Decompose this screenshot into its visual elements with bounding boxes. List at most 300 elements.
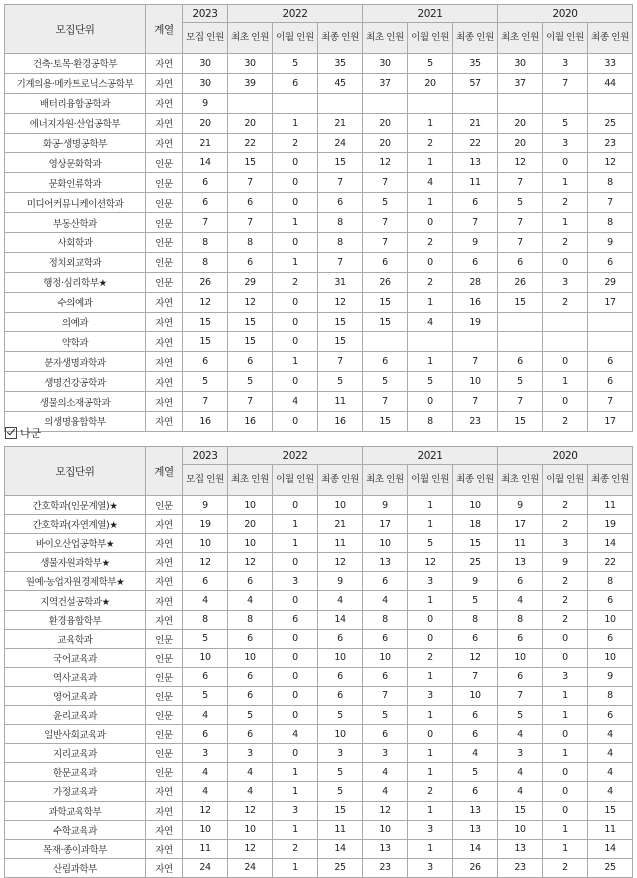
count-cell: 10 xyxy=(363,534,408,553)
unit-name-cell: 사회학과 xyxy=(5,233,146,253)
count-cell: 13 xyxy=(363,839,408,858)
count-cell: 44 xyxy=(588,73,633,93)
count-cell: 19 xyxy=(453,312,498,332)
count-cell: 7 xyxy=(183,213,228,233)
count-cell: 39 xyxy=(228,73,273,93)
count-cell: 6 xyxy=(228,193,273,213)
count-cell: 1 xyxy=(273,534,318,553)
count-cell: 5 xyxy=(408,534,453,553)
unit-name-cell: 화공·생명공학부 xyxy=(5,133,146,153)
unit-name-cell: 부동산학과 xyxy=(5,213,146,233)
count-cell: 6 xyxy=(498,629,543,648)
count-cell: 15 xyxy=(318,801,363,820)
count-cell: 7 xyxy=(498,213,543,233)
count-cell: 2 xyxy=(273,272,318,292)
unit-name-cell: 수학교육과 xyxy=(5,820,146,839)
count-cell: 6 xyxy=(183,173,228,193)
count-cell: 2 xyxy=(273,839,318,858)
count-cell: 7 xyxy=(498,392,543,412)
count-cell: 22 xyxy=(588,553,633,572)
unit-name-cell: 간호학과(자연계열)★ xyxy=(5,515,146,534)
table-row xyxy=(5,706,633,725)
count-cell: 22 xyxy=(453,133,498,153)
count-cell: 12 xyxy=(363,801,408,820)
table-row xyxy=(5,392,633,412)
count-cell xyxy=(363,93,408,113)
count-cell: 0 xyxy=(273,667,318,686)
count-cell: 10 xyxy=(318,725,363,744)
count-cell: 2 xyxy=(543,496,588,515)
table-row xyxy=(5,113,633,133)
count-cell: 6 xyxy=(588,372,633,392)
count-cell: 6 xyxy=(453,706,498,725)
count-cell: 15 xyxy=(498,292,543,312)
count-cell: 6 xyxy=(453,782,498,801)
count-cell xyxy=(498,93,543,113)
count-cell: 8 xyxy=(318,233,363,253)
count-cell: 3 xyxy=(408,572,453,591)
count-cell: 0 xyxy=(543,648,588,667)
count-cell: 10 xyxy=(363,648,408,667)
count-cell: 15 xyxy=(318,332,363,352)
count-cell: 6 xyxy=(228,667,273,686)
category-cell: 인문 xyxy=(146,252,183,272)
count-cell: 0 xyxy=(543,782,588,801)
count-cell: 7 xyxy=(363,392,408,412)
count-cell: 6 xyxy=(273,73,318,93)
count-cell xyxy=(498,312,543,332)
header-unit: 모집단위 xyxy=(5,447,146,496)
count-cell xyxy=(543,312,588,332)
count-cell: 8 xyxy=(408,412,453,432)
count-cell: 6 xyxy=(588,706,633,725)
count-cell: 5 xyxy=(363,372,408,392)
count-cell: 4 xyxy=(363,782,408,801)
count-cell: 16 xyxy=(453,292,498,312)
count-cell: 24 xyxy=(228,858,273,877)
unit-name-cell: 약학과 xyxy=(5,332,146,352)
count-cell: 2 xyxy=(543,610,588,629)
count-cell: 12 xyxy=(318,292,363,312)
count-cell: 12 xyxy=(363,153,408,173)
table-row xyxy=(5,820,633,839)
checkbox-icon xyxy=(5,427,17,439)
count-cell: 0 xyxy=(543,763,588,782)
count-cell: 6 xyxy=(318,667,363,686)
count-cell: 0 xyxy=(273,193,318,213)
header-quota: 모집 인원 xyxy=(183,465,228,496)
category-cell: 인문 xyxy=(146,173,183,193)
count-cell: 14 xyxy=(183,153,228,173)
table-row xyxy=(5,352,633,372)
count-cell: 1 xyxy=(408,763,453,782)
count-cell: 10 xyxy=(228,820,273,839)
unit-name-cell: 에너지자원·산업공학부 xyxy=(5,113,146,133)
count-cell: 10 xyxy=(228,496,273,515)
header-carry: 이월 인원 xyxy=(273,23,318,54)
count-cell: 20 xyxy=(363,113,408,133)
count-cell: 6 xyxy=(183,193,228,213)
header-category: 계열 xyxy=(146,5,183,54)
count-cell: 7 xyxy=(363,233,408,253)
count-cell: 6 xyxy=(228,725,273,744)
unit-name-cell: 산림과학부 xyxy=(5,858,146,877)
count-cell xyxy=(453,93,498,113)
count-cell xyxy=(453,332,498,352)
count-cell: 0 xyxy=(273,591,318,610)
count-cell: 6 xyxy=(498,252,543,272)
count-cell: 15 xyxy=(318,153,363,173)
count-cell: 1 xyxy=(408,496,453,515)
table-row xyxy=(5,233,633,253)
section-title-text: 나군 xyxy=(20,427,42,440)
count-cell: 6 xyxy=(228,686,273,705)
count-cell: 10 xyxy=(453,372,498,392)
count-cell: 0 xyxy=(408,213,453,233)
header-year: 2021 xyxy=(363,447,498,465)
header-year: 2023 xyxy=(183,447,228,465)
count-cell: 0 xyxy=(543,252,588,272)
count-cell: 1 xyxy=(543,213,588,233)
count-cell: 1 xyxy=(408,193,453,213)
count-cell: 30 xyxy=(183,54,228,74)
count-cell: 20 xyxy=(363,133,408,153)
count-cell: 1 xyxy=(543,744,588,763)
count-cell: 6 xyxy=(228,352,273,372)
count-cell: 2 xyxy=(543,572,588,591)
count-cell: 15 xyxy=(183,312,228,332)
count-cell: 6 xyxy=(183,352,228,372)
unit-name-cell: 미디어커뮤니케이션학과 xyxy=(5,193,146,213)
count-cell: 6 xyxy=(453,193,498,213)
unit-name-cell: 기계의용·메카트로닉스공학부 xyxy=(5,73,146,93)
count-cell: 5 xyxy=(228,372,273,392)
header-carry: 이월 인원 xyxy=(543,23,588,54)
header-first: 최초 인원 xyxy=(498,23,543,54)
count-cell: 7 xyxy=(588,392,633,412)
count-cell: 7 xyxy=(543,73,588,93)
count-cell: 0 xyxy=(543,801,588,820)
count-cell: 5 xyxy=(453,763,498,782)
table-row xyxy=(5,648,633,667)
count-cell: 7 xyxy=(498,173,543,193)
count-cell: 2 xyxy=(408,648,453,667)
count-cell: 8 xyxy=(363,610,408,629)
count-cell: 2 xyxy=(543,591,588,610)
count-cell: 1 xyxy=(408,667,453,686)
count-cell: 1 xyxy=(408,706,453,725)
count-cell: 14 xyxy=(318,610,363,629)
count-cell: 3 xyxy=(408,858,453,877)
count-cell: 8 xyxy=(183,233,228,253)
count-cell: 15 xyxy=(228,312,273,332)
count-cell: 10 xyxy=(183,648,228,667)
count-cell: 0 xyxy=(273,412,318,432)
count-cell: 5 xyxy=(498,193,543,213)
count-cell xyxy=(498,332,543,352)
count-cell: 4 xyxy=(588,763,633,782)
count-cell: 7 xyxy=(453,392,498,412)
category-cell: 자연 xyxy=(146,93,183,113)
count-cell: 4 xyxy=(408,312,453,332)
count-cell: 0 xyxy=(408,610,453,629)
count-cell: 14 xyxy=(318,839,363,858)
count-cell: 10 xyxy=(183,820,228,839)
count-cell: 9 xyxy=(363,496,408,515)
table-row xyxy=(5,839,633,858)
unit-name-cell: 가정교육과 xyxy=(5,782,146,801)
count-cell: 11 xyxy=(318,392,363,412)
unit-name-cell: 간호학과(인문계열)★ xyxy=(5,496,146,515)
table-row xyxy=(5,801,633,820)
count-cell: 7 xyxy=(588,193,633,213)
count-cell: 12 xyxy=(498,153,543,173)
category-cell: 인문 xyxy=(146,272,183,292)
count-cell: 25 xyxy=(318,858,363,877)
table-row xyxy=(5,252,633,272)
count-cell: 10 xyxy=(453,496,498,515)
count-cell: 4 xyxy=(588,744,633,763)
count-cell: 25 xyxy=(588,113,633,133)
count-cell: 1 xyxy=(543,686,588,705)
count-cell: 4 xyxy=(498,725,543,744)
count-cell: 7 xyxy=(498,686,543,705)
count-cell: 1 xyxy=(408,292,453,312)
count-cell: 5 xyxy=(273,54,318,74)
count-cell: 15 xyxy=(228,153,273,173)
count-cell: 13 xyxy=(498,839,543,858)
count-cell: 11 xyxy=(318,820,363,839)
count-cell: 1 xyxy=(408,113,453,133)
category-cell: 자연 xyxy=(146,858,183,877)
table-row xyxy=(5,744,633,763)
unit-name-cell: 바이오산업공학부★ xyxy=(5,534,146,553)
count-cell: 7 xyxy=(363,173,408,193)
count-cell: 5 xyxy=(453,591,498,610)
unit-name-cell: 생명건강공학과 xyxy=(5,372,146,392)
count-cell: 1 xyxy=(273,113,318,133)
count-cell: 20 xyxy=(498,113,543,133)
count-cell: 11 xyxy=(498,534,543,553)
count-cell: 2 xyxy=(408,782,453,801)
count-cell: 2 xyxy=(408,233,453,253)
count-cell: 26 xyxy=(183,272,228,292)
count-cell: 5 xyxy=(318,372,363,392)
table-row xyxy=(5,312,633,332)
category-cell: 자연 xyxy=(146,372,183,392)
category-cell: 자연 xyxy=(146,591,183,610)
count-cell: 3 xyxy=(543,667,588,686)
count-cell: 11 xyxy=(453,173,498,193)
count-cell: 6 xyxy=(498,667,543,686)
category-cell: 인문 xyxy=(146,193,183,213)
count-cell: 1 xyxy=(273,782,318,801)
count-cell: 6 xyxy=(588,352,633,372)
count-cell: 1 xyxy=(273,352,318,372)
count-cell: 6 xyxy=(273,610,318,629)
count-cell: 4 xyxy=(183,591,228,610)
count-cell: 4 xyxy=(318,591,363,610)
table-row xyxy=(5,54,633,74)
header-first: 최초 인원 xyxy=(228,23,273,54)
category-cell: 자연 xyxy=(146,113,183,133)
table-row xyxy=(5,553,633,572)
count-cell: 8 xyxy=(228,233,273,253)
count-cell: 16 xyxy=(318,412,363,432)
count-cell: 1 xyxy=(543,820,588,839)
unit-name-cell: 국어교육과 xyxy=(5,648,146,667)
count-cell: 6 xyxy=(318,686,363,705)
count-cell: 9 xyxy=(453,572,498,591)
table-row xyxy=(5,667,633,686)
header-carry: 이월 인원 xyxy=(273,465,318,496)
count-cell: 0 xyxy=(408,725,453,744)
table-row xyxy=(5,610,633,629)
count-cell: 11 xyxy=(318,534,363,553)
count-cell: 0 xyxy=(273,292,318,312)
header-year: 2023 xyxy=(183,5,228,23)
header-year: 2021 xyxy=(363,5,498,23)
count-cell: 12 xyxy=(228,801,273,820)
count-cell: 8 xyxy=(588,572,633,591)
category-cell: 자연 xyxy=(146,839,183,858)
category-cell: 인문 xyxy=(146,763,183,782)
table-row xyxy=(5,782,633,801)
category-cell: 자연 xyxy=(146,515,183,534)
count-cell: 13 xyxy=(363,553,408,572)
count-cell: 6 xyxy=(588,252,633,272)
count-cell: 3 xyxy=(498,744,543,763)
unit-name-cell: 원예·농업자원경제학부★ xyxy=(5,572,146,591)
count-cell: 6 xyxy=(363,725,408,744)
count-cell: 20 xyxy=(183,113,228,133)
header-final: 최종 인원 xyxy=(318,23,363,54)
count-cell: 7 xyxy=(183,392,228,412)
count-cell: 3 xyxy=(228,744,273,763)
count-cell: 0 xyxy=(543,153,588,173)
count-cell: 35 xyxy=(453,54,498,74)
category-cell: 자연 xyxy=(146,392,183,412)
count-cell: 3 xyxy=(183,744,228,763)
count-cell: 17 xyxy=(588,412,633,432)
unit-name-cell: 역사교육과 xyxy=(5,667,146,686)
count-cell: 13 xyxy=(498,553,543,572)
unit-name-cell: 생물의소재공학과 xyxy=(5,392,146,412)
count-cell: 15 xyxy=(228,332,273,352)
count-cell: 2 xyxy=(408,133,453,153)
count-cell: 10 xyxy=(183,534,228,553)
count-cell: 1 xyxy=(543,372,588,392)
count-cell: 12 xyxy=(228,839,273,858)
count-cell: 5 xyxy=(318,782,363,801)
count-cell: 0 xyxy=(273,706,318,725)
count-cell: 1 xyxy=(273,858,318,877)
count-cell: 0 xyxy=(273,744,318,763)
count-cell: 4 xyxy=(363,591,408,610)
count-cell: 20 xyxy=(228,113,273,133)
count-cell: 3 xyxy=(363,744,408,763)
header-carry: 이월 인원 xyxy=(408,23,453,54)
count-cell: 10 xyxy=(453,686,498,705)
count-cell: 12 xyxy=(588,153,633,173)
count-cell: 3 xyxy=(543,133,588,153)
count-cell: 1 xyxy=(408,515,453,534)
count-cell: 5 xyxy=(318,706,363,725)
count-cell: 5 xyxy=(408,372,453,392)
count-cell: 10 xyxy=(588,648,633,667)
count-cell: 12 xyxy=(183,801,228,820)
count-cell: 1 xyxy=(543,173,588,193)
count-cell: 1 xyxy=(408,352,453,372)
count-cell: 7 xyxy=(228,392,273,412)
section-title xyxy=(5,425,41,441)
count-cell: 17 xyxy=(498,515,543,534)
count-cell: 6 xyxy=(228,572,273,591)
count-cell: 15 xyxy=(363,412,408,432)
count-cell: 2 xyxy=(543,412,588,432)
count-cell: 5 xyxy=(318,763,363,782)
count-cell: 1 xyxy=(273,515,318,534)
count-cell: 7 xyxy=(453,352,498,372)
count-cell: 16 xyxy=(228,412,273,432)
unit-name-cell: 과학교육학부 xyxy=(5,801,146,820)
count-cell: 4 xyxy=(363,763,408,782)
unit-name-cell: 의예과 xyxy=(5,312,146,332)
count-cell xyxy=(588,332,633,352)
count-cell: 30 xyxy=(183,73,228,93)
count-cell: 1 xyxy=(543,839,588,858)
table-body xyxy=(5,54,633,432)
count-cell: 15 xyxy=(318,312,363,332)
count-cell: 8 xyxy=(588,213,633,233)
count-cell: 57 xyxy=(453,73,498,93)
count-cell: 23 xyxy=(363,858,408,877)
header-unit: 모집단위 xyxy=(5,5,146,54)
count-cell: 6 xyxy=(363,667,408,686)
count-cell: 1 xyxy=(543,706,588,725)
count-cell: 3 xyxy=(273,801,318,820)
category-cell: 자연 xyxy=(146,534,183,553)
count-cell: 16 xyxy=(183,412,228,432)
category-cell: 자연 xyxy=(146,292,183,312)
count-cell: 20 xyxy=(408,73,453,93)
count-cell: 1 xyxy=(273,252,318,272)
count-cell: 10 xyxy=(318,496,363,515)
count-cell: 4 xyxy=(183,782,228,801)
count-cell: 0 xyxy=(408,392,453,412)
table-row xyxy=(5,133,633,153)
count-cell xyxy=(363,332,408,352)
count-cell: 4 xyxy=(183,763,228,782)
count-cell: 0 xyxy=(273,312,318,332)
count-cell: 14 xyxy=(453,839,498,858)
count-cell: 8 xyxy=(588,173,633,193)
count-cell: 18 xyxy=(453,515,498,534)
table-row xyxy=(5,153,633,173)
count-cell: 4 xyxy=(498,782,543,801)
count-cell: 10 xyxy=(498,648,543,667)
count-cell: 6 xyxy=(498,572,543,591)
count-cell: 7 xyxy=(318,352,363,372)
count-cell: 8 xyxy=(588,686,633,705)
count-cell: 12 xyxy=(228,553,273,572)
category-cell: 인문 xyxy=(146,496,183,515)
count-cell: 7 xyxy=(363,213,408,233)
count-cell: 0 xyxy=(273,686,318,705)
count-cell: 3 xyxy=(318,744,363,763)
unit-name-cell: 지역건설공학과★ xyxy=(5,591,146,610)
count-cell xyxy=(543,93,588,113)
